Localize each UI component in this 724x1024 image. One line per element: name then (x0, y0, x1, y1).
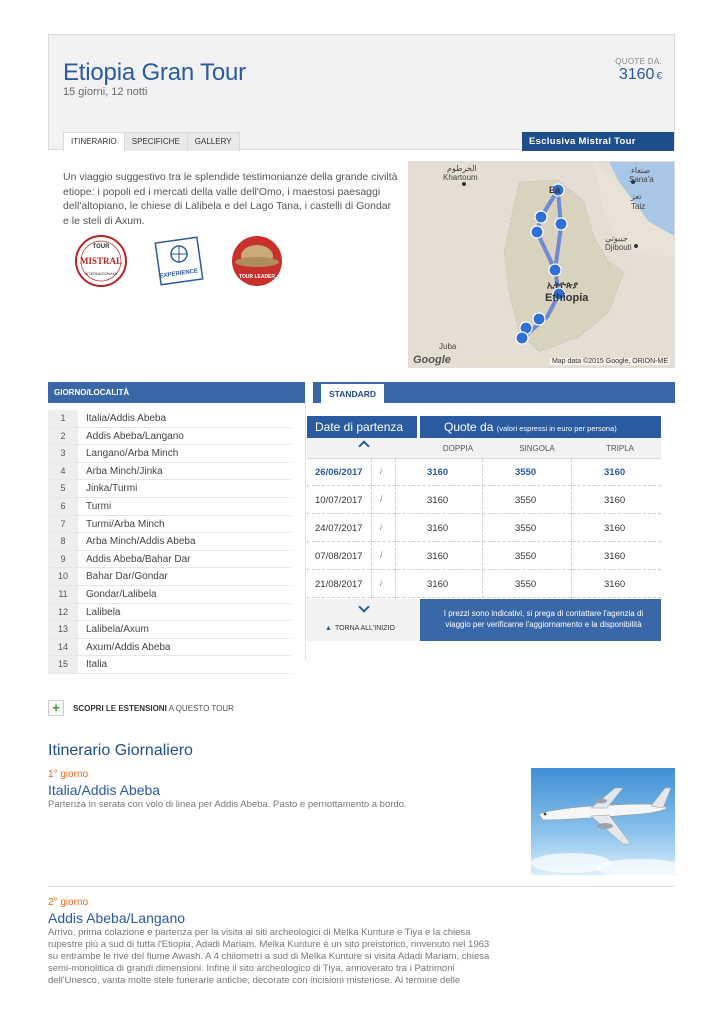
quote-header-label: Quote da (444, 420, 494, 434)
day-place: Turmi (86, 500, 112, 512)
chevron-down-icon[interactable] (358, 601, 369, 612)
info-icon[interactable]: i (380, 522, 382, 532)
quote-header-note: (valori espressi in euro per persona) (496, 424, 617, 433)
day-row[interactable] (48, 410, 291, 428)
cell-divider (482, 487, 483, 514)
cell-divider (571, 459, 572, 486)
day-label: 1° giorno (48, 769, 89, 780)
map-label-sanaa-ar: صنعاء (631, 166, 651, 175)
tab-itinerario[interactable]: ITINERARIO (63, 132, 125, 151)
price-row[interactable] (307, 515, 661, 542)
day-row[interactable] (48, 621, 291, 639)
day-row[interactable] (48, 604, 291, 622)
date-header: Date di partenza (307, 416, 417, 438)
tab-standard[interactable]: STANDARD (320, 383, 385, 403)
info-icon[interactable]: i (380, 494, 382, 504)
google-logo: Google (413, 354, 451, 366)
day-row[interactable] (48, 428, 291, 446)
map-label-djibouti-ar: جيبوتي (605, 234, 628, 243)
map-label-eritrea: Ea (549, 185, 561, 195)
tab-gallery[interactable]: GALLERY (187, 132, 240, 151)
cell-divider (371, 571, 372, 598)
day-row[interactable] (48, 516, 291, 534)
day-place: Langano/Arba Minch (86, 448, 179, 460)
experience-logo (152, 234, 206, 288)
cell-divider (371, 459, 372, 486)
info-icon[interactable]: i (380, 466, 382, 476)
esclusiva-badge (522, 132, 674, 151)
price-doppia: 3160 (427, 523, 449, 534)
experience-logo-text: EXPERIENCE (159, 268, 199, 280)
day-place: Italia (86, 659, 108, 671)
day-row[interactable] (48, 639, 291, 657)
price-doppia: 3160 (427, 551, 449, 562)
day-place: Italia/Addis Abeba (86, 413, 167, 424)
day-number: 12 (48, 604, 78, 621)
day-row[interactable] (48, 533, 291, 551)
cell-divider (482, 515, 483, 542)
extensions-bold: SCOPRI LE ESTENSIONI (73, 703, 167, 713)
col-singola: SINGOLA (519, 444, 555, 453)
extensions-rest: A QUESTO TOUR (168, 703, 234, 713)
pricing-footer (307, 599, 420, 641)
pricing-note: I prezzi sono indicativi, si prega di contattare l'agenzia di viaggio per verificarne l'aggiornamento e la disponibilità (420, 599, 661, 641)
cell-divider (395, 459, 396, 486)
price-tripla: 3160 (604, 467, 626, 478)
tour-leader-logo-text: TOUR LEADER (238, 274, 276, 280)
day-place: Arba Minch/Addis Abeba (86, 536, 196, 548)
days-header: GIORNO/LOCALITÀ (48, 382, 305, 403)
day-description-line: Arrivo, prima colazione e partenza per la visita ai siti archeologici di Melka Kunture e Tiya e la chiesa (48, 927, 471, 938)
map-label-khartoum-ar: الخرطوم (447, 164, 477, 173)
price-row[interactable] (307, 543, 661, 570)
day-description (48, 927, 675, 987)
map-label-sanaa: Sana'a (629, 175, 654, 184)
price-singola: 3550 (515, 523, 537, 534)
day-number: 2 (48, 428, 78, 445)
day-number: 4 (48, 463, 78, 480)
day-number: 13 (48, 621, 78, 638)
back-to-top-link[interactable] (325, 625, 395, 632)
departure-date: 24/07/2017 (315, 523, 363, 534)
extensions-text (73, 704, 234, 713)
day-place: Addis Abeba/Bahar Dar (86, 553, 191, 565)
cell-divider (482, 543, 483, 570)
days-divider (305, 403, 306, 661)
cell-divider (395, 487, 396, 514)
cell-divider (571, 543, 572, 570)
cell-divider (395, 543, 396, 570)
mistral-logo-top: TOUR (92, 244, 110, 250)
day-description-line: rupestre più a sud di tutta l'Etiopia, Adadi Mariam. Melka Kunture è un sito preistorico, rinvenuto nel 1963 (48, 939, 490, 950)
cell-divider (482, 459, 483, 486)
extensions-link[interactable] (48, 700, 234, 716)
tab-specifiche[interactable]: SPECIFICHE (124, 132, 188, 151)
price-tripla: 3160 (604, 523, 626, 534)
price-tripla: 3160 (604, 551, 626, 562)
day-number: 6 (48, 498, 78, 515)
map-label-khartoum: Khartoum (443, 173, 478, 182)
cell-divider (371, 487, 372, 514)
esclusiva-label: Esclusiva Mistral Tour (529, 136, 636, 147)
page-title: Etiopia Gran Tour (63, 59, 246, 86)
col-doppia: DOPPIA (442, 444, 474, 453)
tour-header (48, 34, 675, 150)
map-copyright: Map data ©2015 Google, ORION-ME (551, 358, 668, 365)
day-number: 10 (48, 568, 78, 585)
days-list (48, 410, 291, 674)
day-row[interactable] (48, 445, 291, 463)
cell-divider (482, 571, 483, 598)
map-label-ethiopia-am: ኢትዮጵያ (547, 280, 579, 290)
cell-divider (395, 571, 396, 598)
pricing-subheader (307, 438, 661, 459)
day-title: Italia/Addis Abeba (48, 782, 161, 798)
day-number: 1 (48, 410, 78, 427)
mistral-logo (74, 234, 128, 288)
price-singola: 3550 (515, 495, 537, 506)
tour-intro: Un viaggio suggestivo tra le splendide testimonianze della grande civiltà etiope: i popoli ed i mercati della valle dell'Omo, i maestosi paesaggi dell'altopiano, le chiese di Lalibela e del Lago Tana, i castelli di Gondar e le steli di Axum. (63, 171, 398, 227)
tour-tabs (63, 132, 239, 151)
day-place: Lalibela/Axum (86, 624, 149, 636)
day-row[interactable] (48, 656, 291, 674)
day-number: 8 (48, 533, 78, 550)
day-row[interactable] (48, 586, 291, 604)
price-singola: 3550 (515, 579, 537, 590)
day-description-line: dell'Unesco, vanta molte stele funerarie antiche, decorate con incisioni misteriose. Al termine delle (48, 975, 461, 986)
day-place: Lalibela (86, 606, 121, 618)
chevron-up-icon[interactable] (358, 440, 369, 451)
day-number: 9 (48, 551, 78, 568)
price-singola: 3550 (515, 467, 537, 478)
departure-date: 26/06/2017 (315, 467, 363, 478)
day-row[interactable] (48, 480, 291, 498)
map-label-taiz-ar: تعز (631, 192, 642, 201)
day-number: 5 (48, 480, 78, 497)
map-label-ethiopia: Ethiopia (545, 292, 589, 304)
info-icon[interactable]: i (380, 578, 382, 588)
triangle-up-icon: ▲ (325, 625, 332, 632)
mistral-logo-bottom: INTERNAZIONALE (84, 272, 118, 276)
quote-value: 3160 (618, 66, 655, 83)
day-description-line: semi-monolitica di grandi dimensioni. Infine il sito archeologico di Tiya, annoverato tra i Patrimoni (48, 963, 455, 974)
day-place: Gondar/Lalibela (86, 588, 157, 600)
price-tripla: 3160 (604, 579, 626, 590)
itinerary-heading: Itinerario Giornaliero (48, 742, 193, 759)
mistral-logo-main: MISTRAL (79, 256, 123, 266)
day-row[interactable] (48, 551, 291, 569)
map-label-taiz: Taiz (631, 202, 646, 211)
cell-divider (571, 515, 572, 542)
quote-header (420, 416, 661, 438)
cell-divider (371, 543, 372, 570)
cell-divider (395, 515, 396, 542)
day-row[interactable] (48, 568, 291, 586)
tour-duration: 15 giorni, 12 notti (63, 86, 148, 98)
price-row[interactable] (307, 571, 661, 598)
day-number: 11 (48, 586, 78, 603)
route-map[interactable] (408, 161, 675, 368)
back-to-top-label: TORNA ALL'INIZIO (334, 625, 395, 632)
plus-icon[interactable]: + (48, 700, 64, 716)
price-row[interactable] (307, 459, 661, 486)
departure-date: 21/08/2017 (315, 579, 363, 590)
currency-symbol: € (656, 71, 662, 82)
tour-logos (74, 234, 284, 288)
day-place: Arba Minch/Jinka (86, 465, 163, 477)
day-row[interactable] (48, 463, 291, 481)
day-number: 14 (48, 639, 78, 656)
cell-divider (371, 515, 372, 542)
info-icon[interactable]: i (380, 550, 382, 560)
quote-price (619, 66, 662, 84)
day-place: Axum/Addis Abeba (86, 641, 171, 653)
quote-label: QUOTE DA: (615, 57, 662, 66)
tour-leader-logo (230, 234, 284, 288)
day-description: Partenza in serata con volo di linea per Addis Abeba. Pasto e pernottamento a bordo. (48, 799, 407, 810)
day-place: Turmi/Arba Minch (86, 518, 165, 530)
day-title: Addis Abeba/Langano (48, 910, 186, 926)
price-singola: 3550 (515, 551, 537, 562)
map-label-djibouti: Djibouti (605, 243, 632, 252)
departure-date: 07/08/2017 (315, 551, 363, 562)
price-tripla: 3160 (604, 495, 626, 506)
cell-divider (571, 487, 572, 514)
day-number: 7 (48, 516, 78, 533)
map-label-juba: Juba (439, 342, 457, 351)
airplane-image (531, 768, 675, 875)
day-place: Addis Abeba/Langano (86, 430, 184, 442)
cell-divider (571, 571, 572, 598)
day-number: 15 (48, 656, 78, 673)
day-place: Bahar Dar/Gondar (86, 571, 168, 583)
price-doppia: 3160 (427, 579, 449, 590)
day-label: 2° giorno (48, 897, 89, 908)
price-row[interactable] (307, 487, 661, 514)
day-place: Jinka/Turmi (86, 483, 138, 495)
day-description-line: su entrambe le rive del fiume Awash. A 4 chilometri a sud di Melka Kunture si visita Adadi Mariam, chiesa (48, 951, 490, 962)
price-doppia: 3160 (427, 467, 449, 478)
section-divider (48, 886, 675, 887)
price-doppia: 3160 (427, 495, 449, 506)
col-tripla: TRIPLA (605, 444, 634, 453)
day-number: 3 (48, 445, 78, 462)
day-row[interactable] (48, 498, 291, 516)
departure-date: 10/07/2017 (315, 495, 363, 506)
